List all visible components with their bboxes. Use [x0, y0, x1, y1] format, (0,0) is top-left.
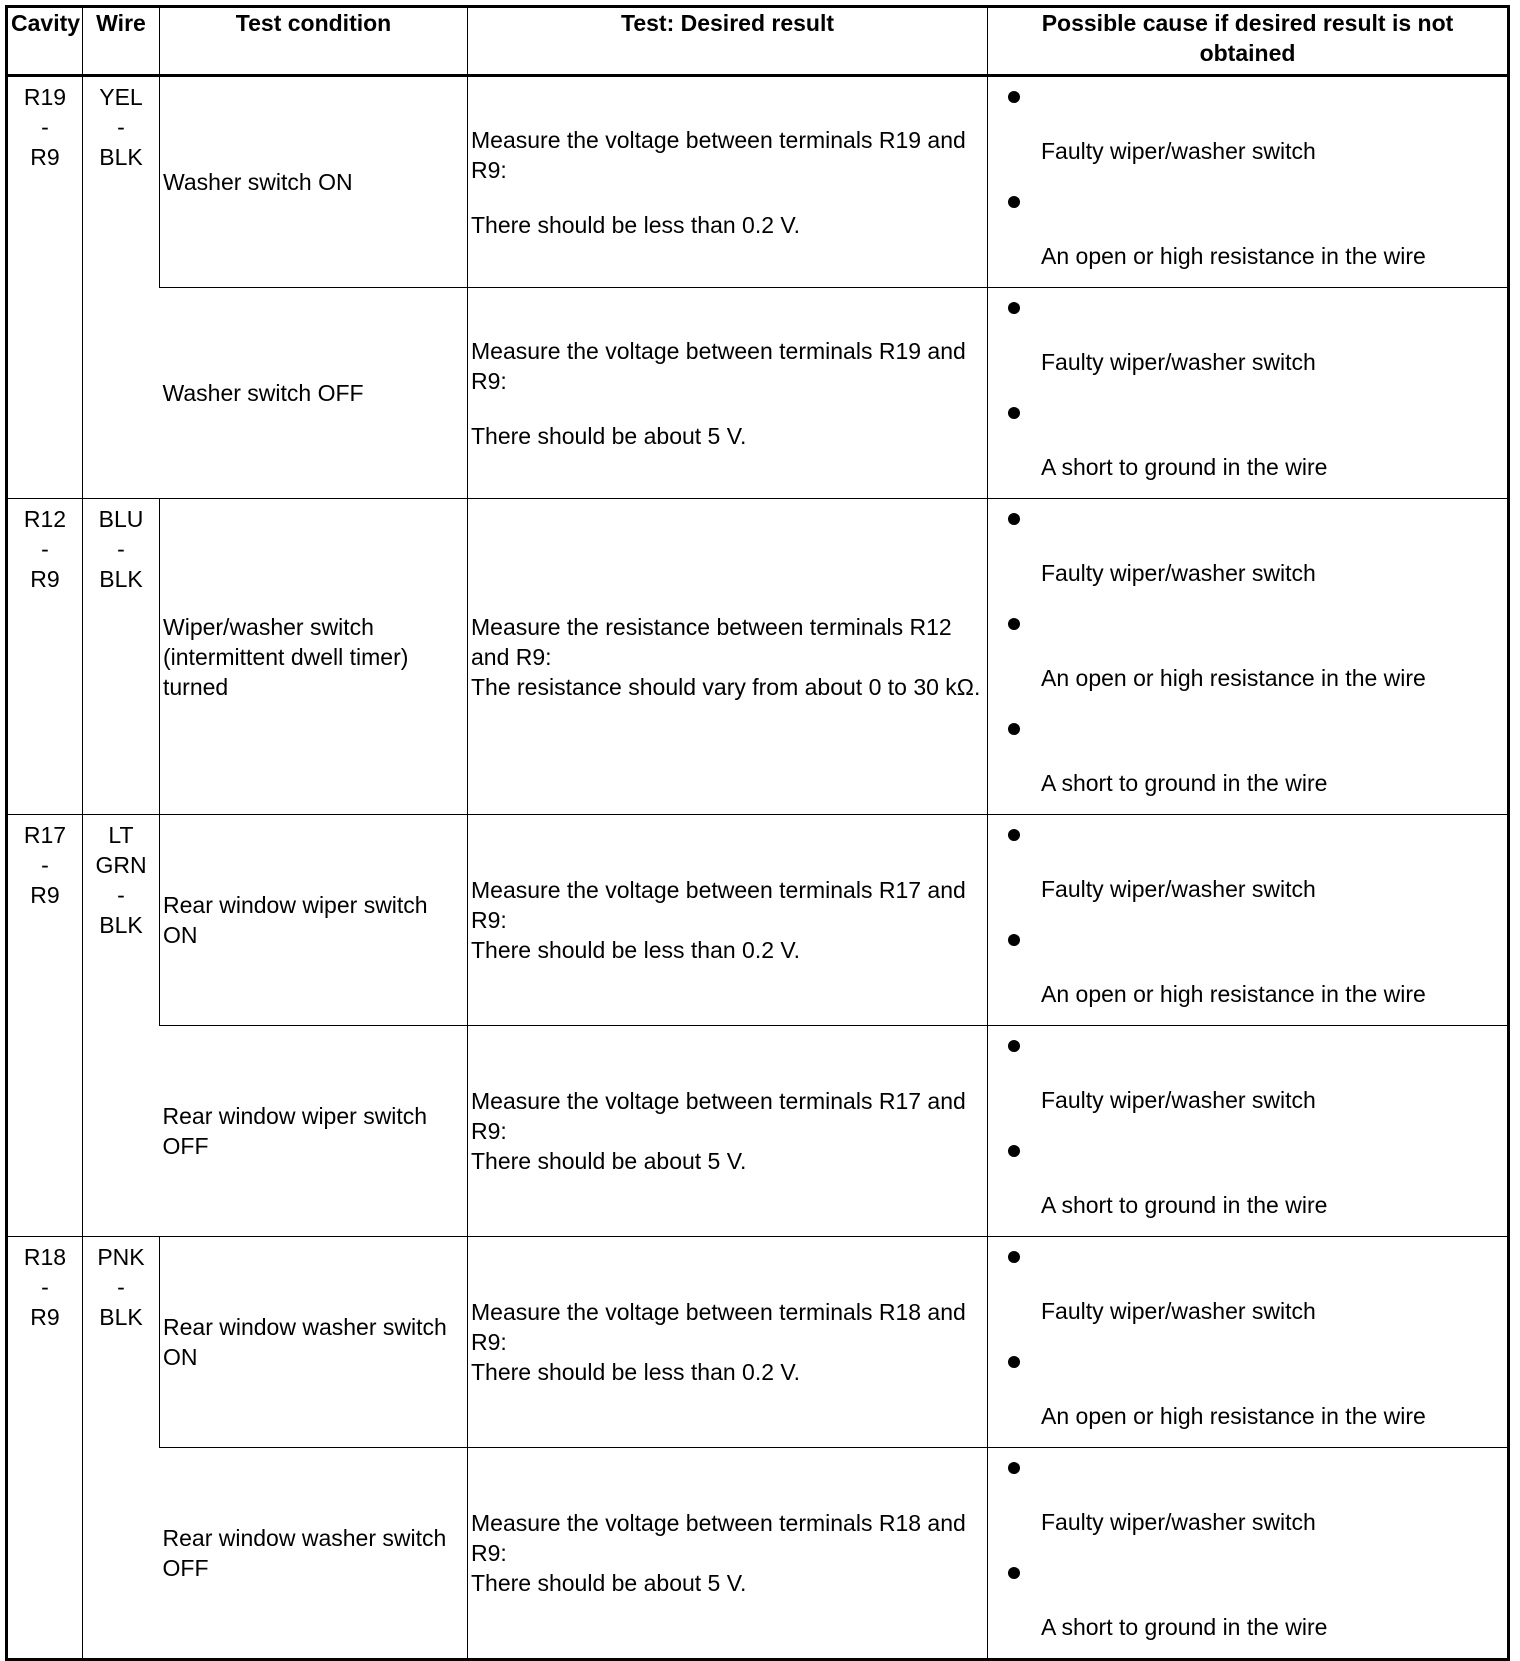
wire-line: BLK	[99, 1304, 143, 1330]
wire-cell	[83, 815, 160, 1237]
cause-item	[988, 1026, 1507, 1131]
cavity-cell	[7, 76, 83, 499]
cause-item	[988, 1553, 1507, 1658]
cause-item	[988, 1342, 1507, 1447]
bullet-icon	[1008, 1462, 1020, 1474]
wire-line: -	[117, 536, 125, 562]
desired-result-text: Measure the voltage between terminals R18 and R9:	[471, 1299, 966, 1355]
table-row	[7, 76, 1509, 288]
header-row	[7, 7, 1509, 76]
cause-text: Faulty wiper/washer switch	[1041, 1298, 1316, 1324]
cavity-line: R9	[30, 1304, 60, 1330]
bullet-icon	[1008, 513, 1020, 525]
table-row	[7, 499, 1509, 815]
cause-item	[988, 288, 1507, 393]
header-possible-cause: Possible cause if desired result is not obtained	[988, 7, 1509, 76]
desired-result-text: Measure the voltage between terminals R19 and R9:	[471, 126, 966, 183]
cause-text: Faulty wiper/washer switch	[1041, 349, 1316, 375]
cavity-line: R18	[23, 1244, 67, 1270]
desired-result-text: There should be about 5 V.	[471, 1570, 747, 1596]
wire-line: PNK	[97, 1244, 145, 1270]
cause-item	[988, 393, 1507, 498]
cause-item	[988, 1448, 1507, 1553]
table-row	[7, 1237, 1509, 1448]
cause-text: Faulty wiper/washer switch	[1041, 138, 1316, 164]
table-row	[7, 1026, 1509, 1237]
wire-cell	[83, 499, 160, 815]
test-condition-cell: Washer switch OFF	[160, 288, 468, 499]
cause-list	[988, 288, 1507, 498]
bullet-icon	[1008, 829, 1020, 841]
bullet-icon	[1008, 934, 1020, 946]
cause-text: Faulty wiper/washer switch	[1041, 876, 1316, 902]
cause-text: A short to ground in the wire	[1041, 770, 1328, 796]
cavity-line: R19	[23, 84, 67, 110]
wire-line: -	[117, 882, 125, 908]
test-condition-cell: Rear window wiper switch ON	[160, 815, 468, 1026]
desired-result-text: Measure the voltage between terminals R17 and R9:	[471, 1088, 966, 1144]
cause-text: A short to ground in the wire	[1041, 1192, 1328, 1218]
cause-list	[988, 77, 1507, 287]
cavity-cell	[7, 499, 83, 815]
cause-text: An open or high resistance in the wire	[1041, 1403, 1426, 1429]
cavity-line: -	[41, 1274, 49, 1300]
cavity-cell	[7, 1237, 83, 1660]
cause-list	[988, 1026, 1507, 1236]
possible-cause-cell	[988, 76, 1509, 288]
cause-item	[988, 182, 1507, 287]
desired-result-cell	[468, 1026, 988, 1237]
possible-cause-cell	[988, 1026, 1509, 1237]
possible-cause-cell	[988, 1448, 1509, 1660]
wire-cell	[83, 1237, 160, 1660]
table-row	[7, 1448, 1509, 1660]
cavity-line: R17	[23, 822, 67, 848]
wire-line: GRN	[95, 852, 147, 878]
possible-cause-cell	[988, 815, 1509, 1026]
desired-result-text: There should be less than 0.2 V.	[471, 1359, 801, 1385]
bullet-icon	[1008, 407, 1020, 419]
test-condition-cell: Rear window washer switch OFF	[160, 1448, 468, 1660]
test-condition-cell: Rear window wiper switch OFF	[160, 1026, 468, 1237]
cause-item	[988, 815, 1507, 920]
possible-cause-cell	[988, 1237, 1509, 1448]
bullet-icon	[1008, 1356, 1020, 1368]
cause-item	[988, 1237, 1507, 1342]
desired-result-cell	[468, 288, 988, 499]
cause-item	[988, 77, 1507, 182]
wire-line: BLK	[99, 912, 143, 938]
desired-result-cell	[468, 76, 988, 288]
bullet-icon	[1008, 302, 1020, 314]
cavity-cell	[7, 815, 83, 1237]
desired-result-text: There should be about 5 V.	[471, 1148, 747, 1174]
cause-list	[988, 499, 1507, 814]
possible-cause-cell	[988, 499, 1509, 815]
bullet-icon	[1008, 1251, 1020, 1263]
cause-list	[988, 815, 1507, 1025]
cause-text: An open or high resistance in the wire	[1041, 665, 1426, 691]
wire-line: YEL	[99, 84, 143, 110]
cause-item	[988, 709, 1507, 814]
table-wrapper	[5, 5, 1510, 1661]
desired-result-cell	[468, 1237, 988, 1448]
table-body	[7, 76, 1509, 1660]
cause-item	[988, 499, 1507, 604]
test-condition-cell: Wiper/washer switch (intermittent dwell timer) turned	[160, 499, 468, 815]
bullet-icon	[1008, 1040, 1020, 1052]
cavity-line: -	[41, 114, 49, 140]
cavity-line: R12	[23, 506, 67, 532]
bullet-icon	[1008, 196, 1020, 208]
cause-list	[988, 1237, 1507, 1447]
cause-text: A short to ground in the wire	[1041, 1614, 1328, 1640]
desired-result-text: Measure the voltage between terminals R19 and R9:	[471, 337, 966, 394]
desired-result-text: Measure the resistance between terminals R12 and R9:	[471, 613, 952, 670]
wire-line: -	[117, 1274, 125, 1300]
desired-result-cell	[468, 499, 988, 815]
cavity-line: R9	[30, 144, 60, 170]
bullet-icon	[1008, 723, 1020, 735]
bullet-icon	[1008, 1145, 1020, 1157]
desired-result-text: Measure the voltage between terminals R18 and R9:	[471, 1510, 966, 1566]
cavity-line: R9	[30, 882, 60, 908]
bullet-icon	[1008, 1567, 1020, 1579]
cause-item	[988, 1131, 1507, 1236]
bullet-icon	[1008, 91, 1020, 103]
cavity-line: -	[41, 852, 49, 878]
test-table	[5, 5, 1510, 1661]
wire-line: BLU	[98, 506, 144, 532]
cavity-line: -	[41, 536, 49, 562]
cause-text: An open or high resistance in the wire	[1041, 981, 1426, 1007]
cause-text: A short to ground in the wire	[1041, 454, 1328, 480]
cause-item	[988, 920, 1507, 1025]
wire-cell	[83, 76, 160, 499]
desired-result-text: Measure the voltage between terminals R17 and R9:	[471, 877, 966, 933]
table-row	[7, 815, 1509, 1026]
possible-cause-cell	[988, 288, 1509, 499]
wire-line: -	[117, 114, 125, 140]
desired-result-cell	[468, 815, 988, 1026]
wire-line: BLK	[99, 144, 143, 170]
table-row	[7, 288, 1509, 499]
desired-result-text: There should be less than 0.2 V.	[471, 937, 801, 963]
header-wire: Wire	[83, 7, 160, 76]
cause-text: An open or high resistance in the wire	[1041, 243, 1426, 269]
header-test-condition: Test condition	[160, 7, 468, 76]
cause-text: Faulty wiper/washer switch	[1041, 1087, 1316, 1113]
header-cavity: Cavity	[7, 7, 83, 76]
bullet-icon	[1008, 618, 1020, 630]
cause-list	[988, 1448, 1507, 1658]
cavity-line: R9	[30, 566, 60, 592]
desired-result-text: The resistance should vary from about 0 to 30 kΩ.	[471, 673, 981, 700]
cause-text: Faulty wiper/washer switch	[1041, 1509, 1316, 1535]
wire-line: LT	[108, 822, 134, 848]
desired-result-text: There should be less than 0.2 V.	[471, 211, 801, 238]
header-desired-result: Test: Desired result	[468, 7, 988, 76]
wire-line: BLK	[99, 566, 143, 592]
cause-item	[988, 604, 1507, 709]
test-condition-cell: Rear window washer switch ON	[160, 1237, 468, 1448]
test-condition-cell: Washer switch ON	[160, 76, 468, 288]
cause-text: Faulty wiper/washer switch	[1041, 560, 1316, 586]
desired-result-text: There should be about 5 V.	[471, 422, 747, 449]
desired-result-cell	[468, 1448, 988, 1660]
